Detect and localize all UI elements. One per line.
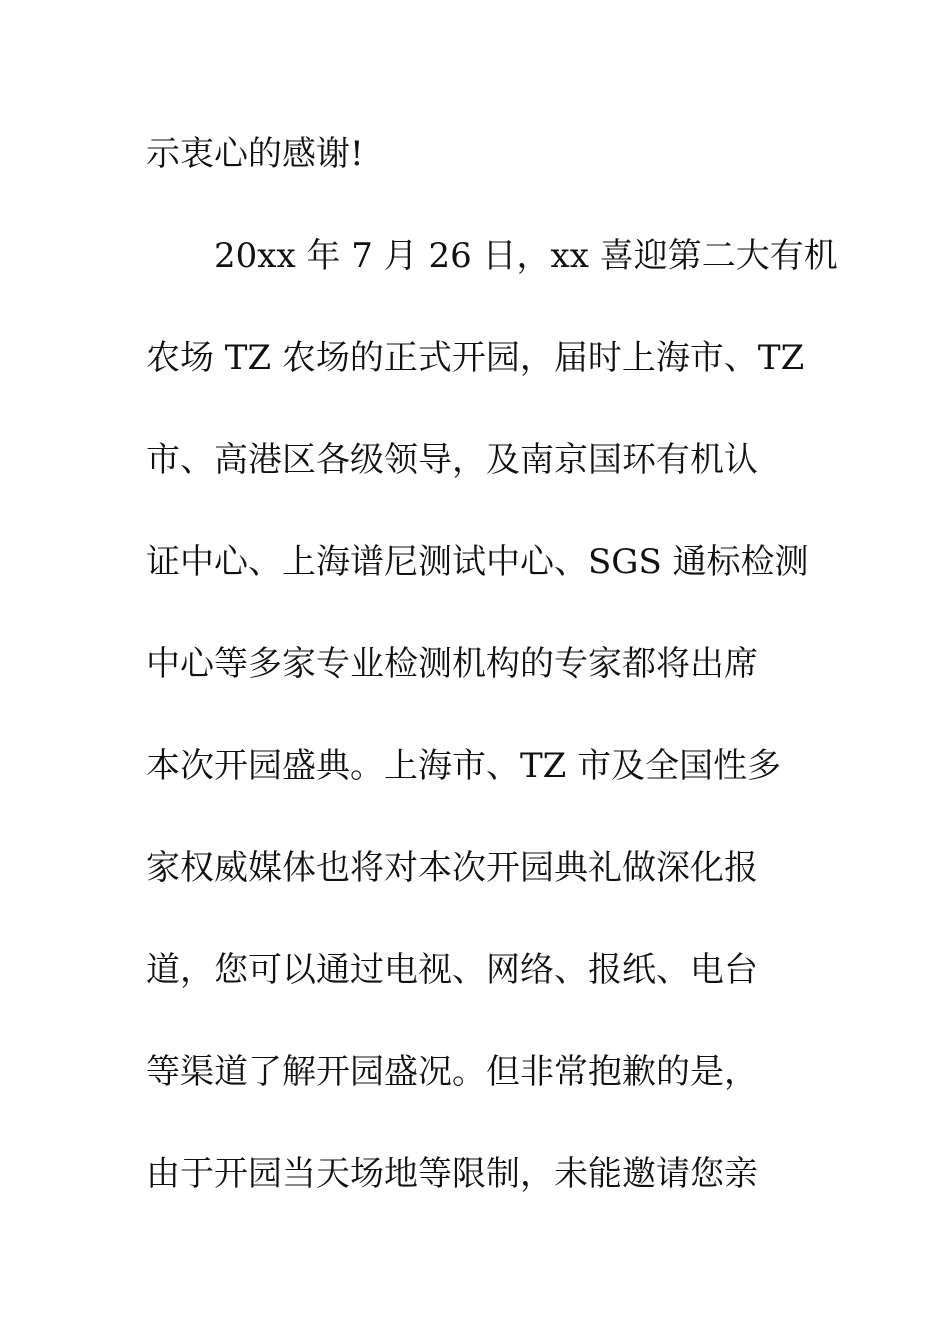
text-line-11: 由于开园当天场地等限制，未能邀请您亲: [146, 1154, 758, 1194]
body-text: [146, 124, 838, 1246]
text-line-7: 本次开园盛典。上海市、TZ 市及全国性多: [146, 746, 782, 786]
paragraph-start-line: 20xx 年 7 月 26 日，xx 喜迎第二大有机: [214, 236, 838, 276]
text-line-6: 中心等多家专业检测机构的专家都将出席: [146, 644, 758, 684]
text-line-10: 等渠道了解开园盛况。但非常抱歉的是，: [146, 1052, 758, 1092]
text-line-5: 证中心、上海谱尼测试中心、SGS 通标检测: [146, 542, 809, 582]
text-line-3: 农场 TZ 农场的正式开园，届时上海市、TZ: [146, 338, 805, 378]
text-line-4: 市、高港区各级领导，及南京国环有机认: [146, 440, 758, 480]
text-line-8: 家权威媒体也将对本次开园典礼做深化报: [146, 848, 758, 888]
text-line-9: 道，您可以通过电视、网络、报纸、电台: [146, 950, 758, 990]
text-line-1: 示衷心的感谢!: [146, 134, 364, 174]
